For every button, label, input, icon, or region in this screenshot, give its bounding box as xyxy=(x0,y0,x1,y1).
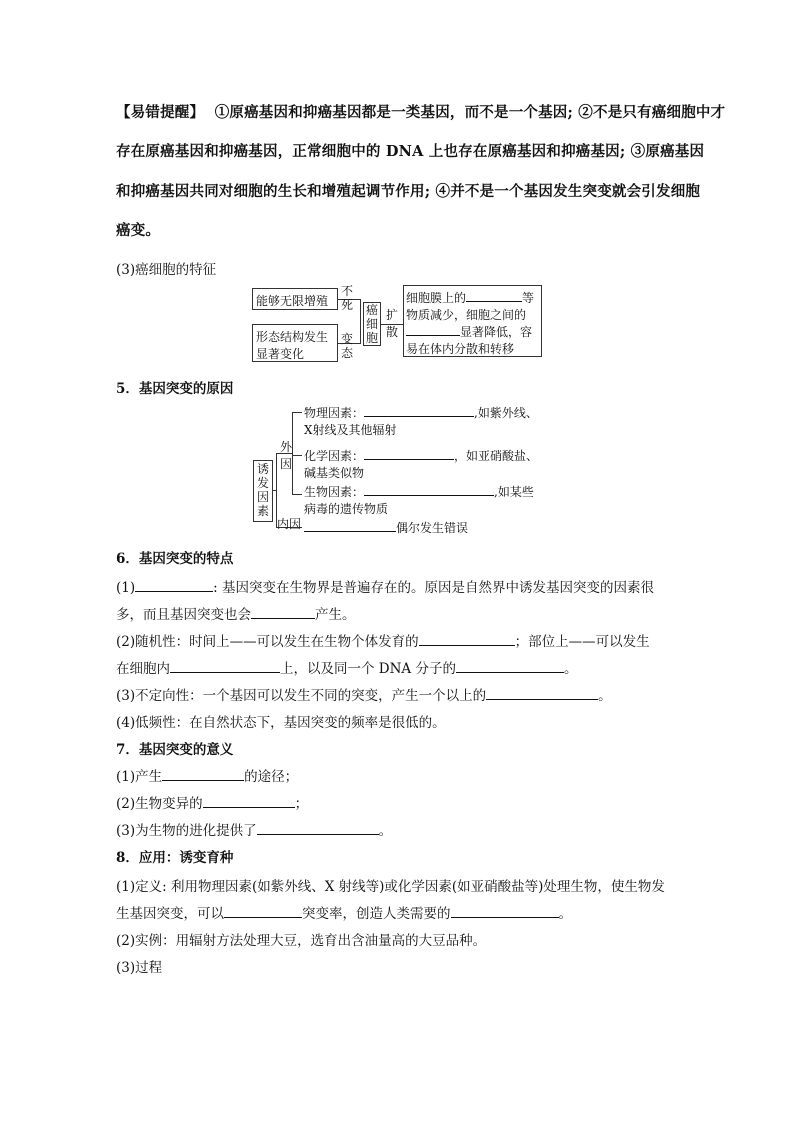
label-si: 死 xyxy=(340,298,353,312)
diagram-right-line-1: 细胞膜上的 等 xyxy=(406,291,535,305)
outer-yin: 因 xyxy=(279,457,292,471)
blank xyxy=(364,483,494,496)
blank xyxy=(364,404,474,417)
blank xyxy=(257,822,379,835)
blank xyxy=(135,579,213,592)
s6-p1-line1: (1) : 基因突变在生物界是普遍存在的。原因是自然界中诱发基因突变的因素很 xyxy=(116,580,654,596)
label-san: 散 xyxy=(385,325,398,339)
label-bu: 不 xyxy=(340,284,353,298)
blank xyxy=(456,660,564,673)
mid-xi: 细 xyxy=(365,317,378,331)
s6-title: 6．基因突变的特点 xyxy=(116,551,234,567)
blank xyxy=(364,447,454,460)
mid-bao: 胞 xyxy=(365,331,378,345)
phys-line-2: X射线及其他辐射 xyxy=(304,423,397,437)
label-tai: 态 xyxy=(340,346,353,360)
s6-p1-line2: 多，而且基因突变也会 产生。 xyxy=(116,607,356,623)
s7-p3: (3)为生物的进化提供了 。 xyxy=(116,823,393,839)
s6-p4: (4)低频性：在自然状态下，基因突变的频率是很低的。 xyxy=(116,715,446,731)
blank xyxy=(466,289,522,302)
inner-cause: 内因 xyxy=(277,517,302,531)
blank xyxy=(203,795,295,808)
s7-p2: (2)生物变异的 ； xyxy=(116,796,309,812)
tip-line-3: 和抑癌基因共同对细胞的生长和增殖起调节作用; ④并不是一个基因发生突变就会引发细胞 xyxy=(116,183,701,200)
tip-line-2: 存在原癌基因和抑癌基因，正常细胞中的 DNA 上也存在原癌基因和抑癌基因; ③原癌基因 xyxy=(116,143,705,160)
s5-title: 5．基因突变的原因 xyxy=(116,381,234,397)
label-bian: 变 xyxy=(340,332,353,346)
blank xyxy=(162,768,244,781)
s8-p1-line1: (1)定义: 利用物理因素(如紫外线、X 射线等)或化学因素(如亚硝酸盐等)处理生物，使生物发 xyxy=(116,879,665,895)
cause-fa: 发 xyxy=(256,476,269,490)
inner-line: 偶尔发生错误 xyxy=(304,519,468,536)
blank xyxy=(451,905,559,918)
blank xyxy=(486,687,598,700)
tip-line-4: 癌变。 xyxy=(116,222,161,239)
blank xyxy=(170,660,280,673)
cause-yin: 因 xyxy=(256,490,269,504)
s7-title: 7．基因突变的意义 xyxy=(116,742,234,758)
diagram-box-2a: 形态结构发生 xyxy=(256,330,329,344)
diagram-box-2b: 显著变化 xyxy=(256,347,305,361)
blank xyxy=(251,606,315,619)
tip-label: 【易错提醒】 xyxy=(116,104,205,121)
s6-p2-line1: (2)随机性：时间上——可以发生在生物个体发育的 ；部位上——可以发生 xyxy=(116,634,650,650)
s8-p1-line2: 生基因突变，可以 突变率，创造人类需要的 。 xyxy=(116,906,572,922)
s3-title: (3)癌细胞的特征 xyxy=(116,262,217,278)
bio-line-2: 病毒的遗传物质 xyxy=(304,502,389,516)
blank xyxy=(224,905,302,918)
diagram-right-line-2: 物质减少，细胞之间的 xyxy=(406,308,527,322)
chem-line-2: 碱基类似物 xyxy=(304,466,365,480)
cause-su: 素 xyxy=(256,504,269,518)
s8-p3: (3)过程 xyxy=(116,960,163,976)
chem-line-1: 化学因素： ，如亚硝酸盐、 xyxy=(304,449,539,463)
blank xyxy=(419,633,515,646)
diagram-right-line-4: 易在体内分散和转移 xyxy=(406,342,515,356)
outer-wai: 外 xyxy=(279,440,292,454)
cause-you: 诱 xyxy=(256,462,269,476)
s7-p1: (1)产生 的途径； xyxy=(116,769,299,785)
s6-p2-line2: 在细胞内 上，以及同一个 DNA 分子的 。 xyxy=(116,661,578,677)
label-kuo: 扩 xyxy=(385,308,398,322)
mid-ai: 癌 xyxy=(365,303,378,317)
s6-p3: (3)不定向性：一个基因可以发生不同的突变，产生一个以上的 。 xyxy=(116,688,612,704)
blank xyxy=(406,323,460,336)
diagram-right-line-3: 显著降低，容 xyxy=(406,323,532,340)
tip-line-1: 【易错提醒】 ①原癌基因和抑癌基因都是一类基因，而不是一个基因; ②不是只有癌细胞中才 xyxy=(116,104,726,121)
phys-line-1: 物理因素： ,如紫外线、 xyxy=(304,406,538,420)
s8-title: 8．应用：诱变育种 xyxy=(116,850,234,866)
blank xyxy=(304,519,396,532)
bio-line-1: 生物因素： ,如某些 xyxy=(304,485,534,499)
s8-p2: (2)实例：用辐射方法处理大豆，选育出含油量高的大豆品种。 xyxy=(116,933,487,949)
diagram-box-1: 能够无限增殖 xyxy=(256,294,329,308)
